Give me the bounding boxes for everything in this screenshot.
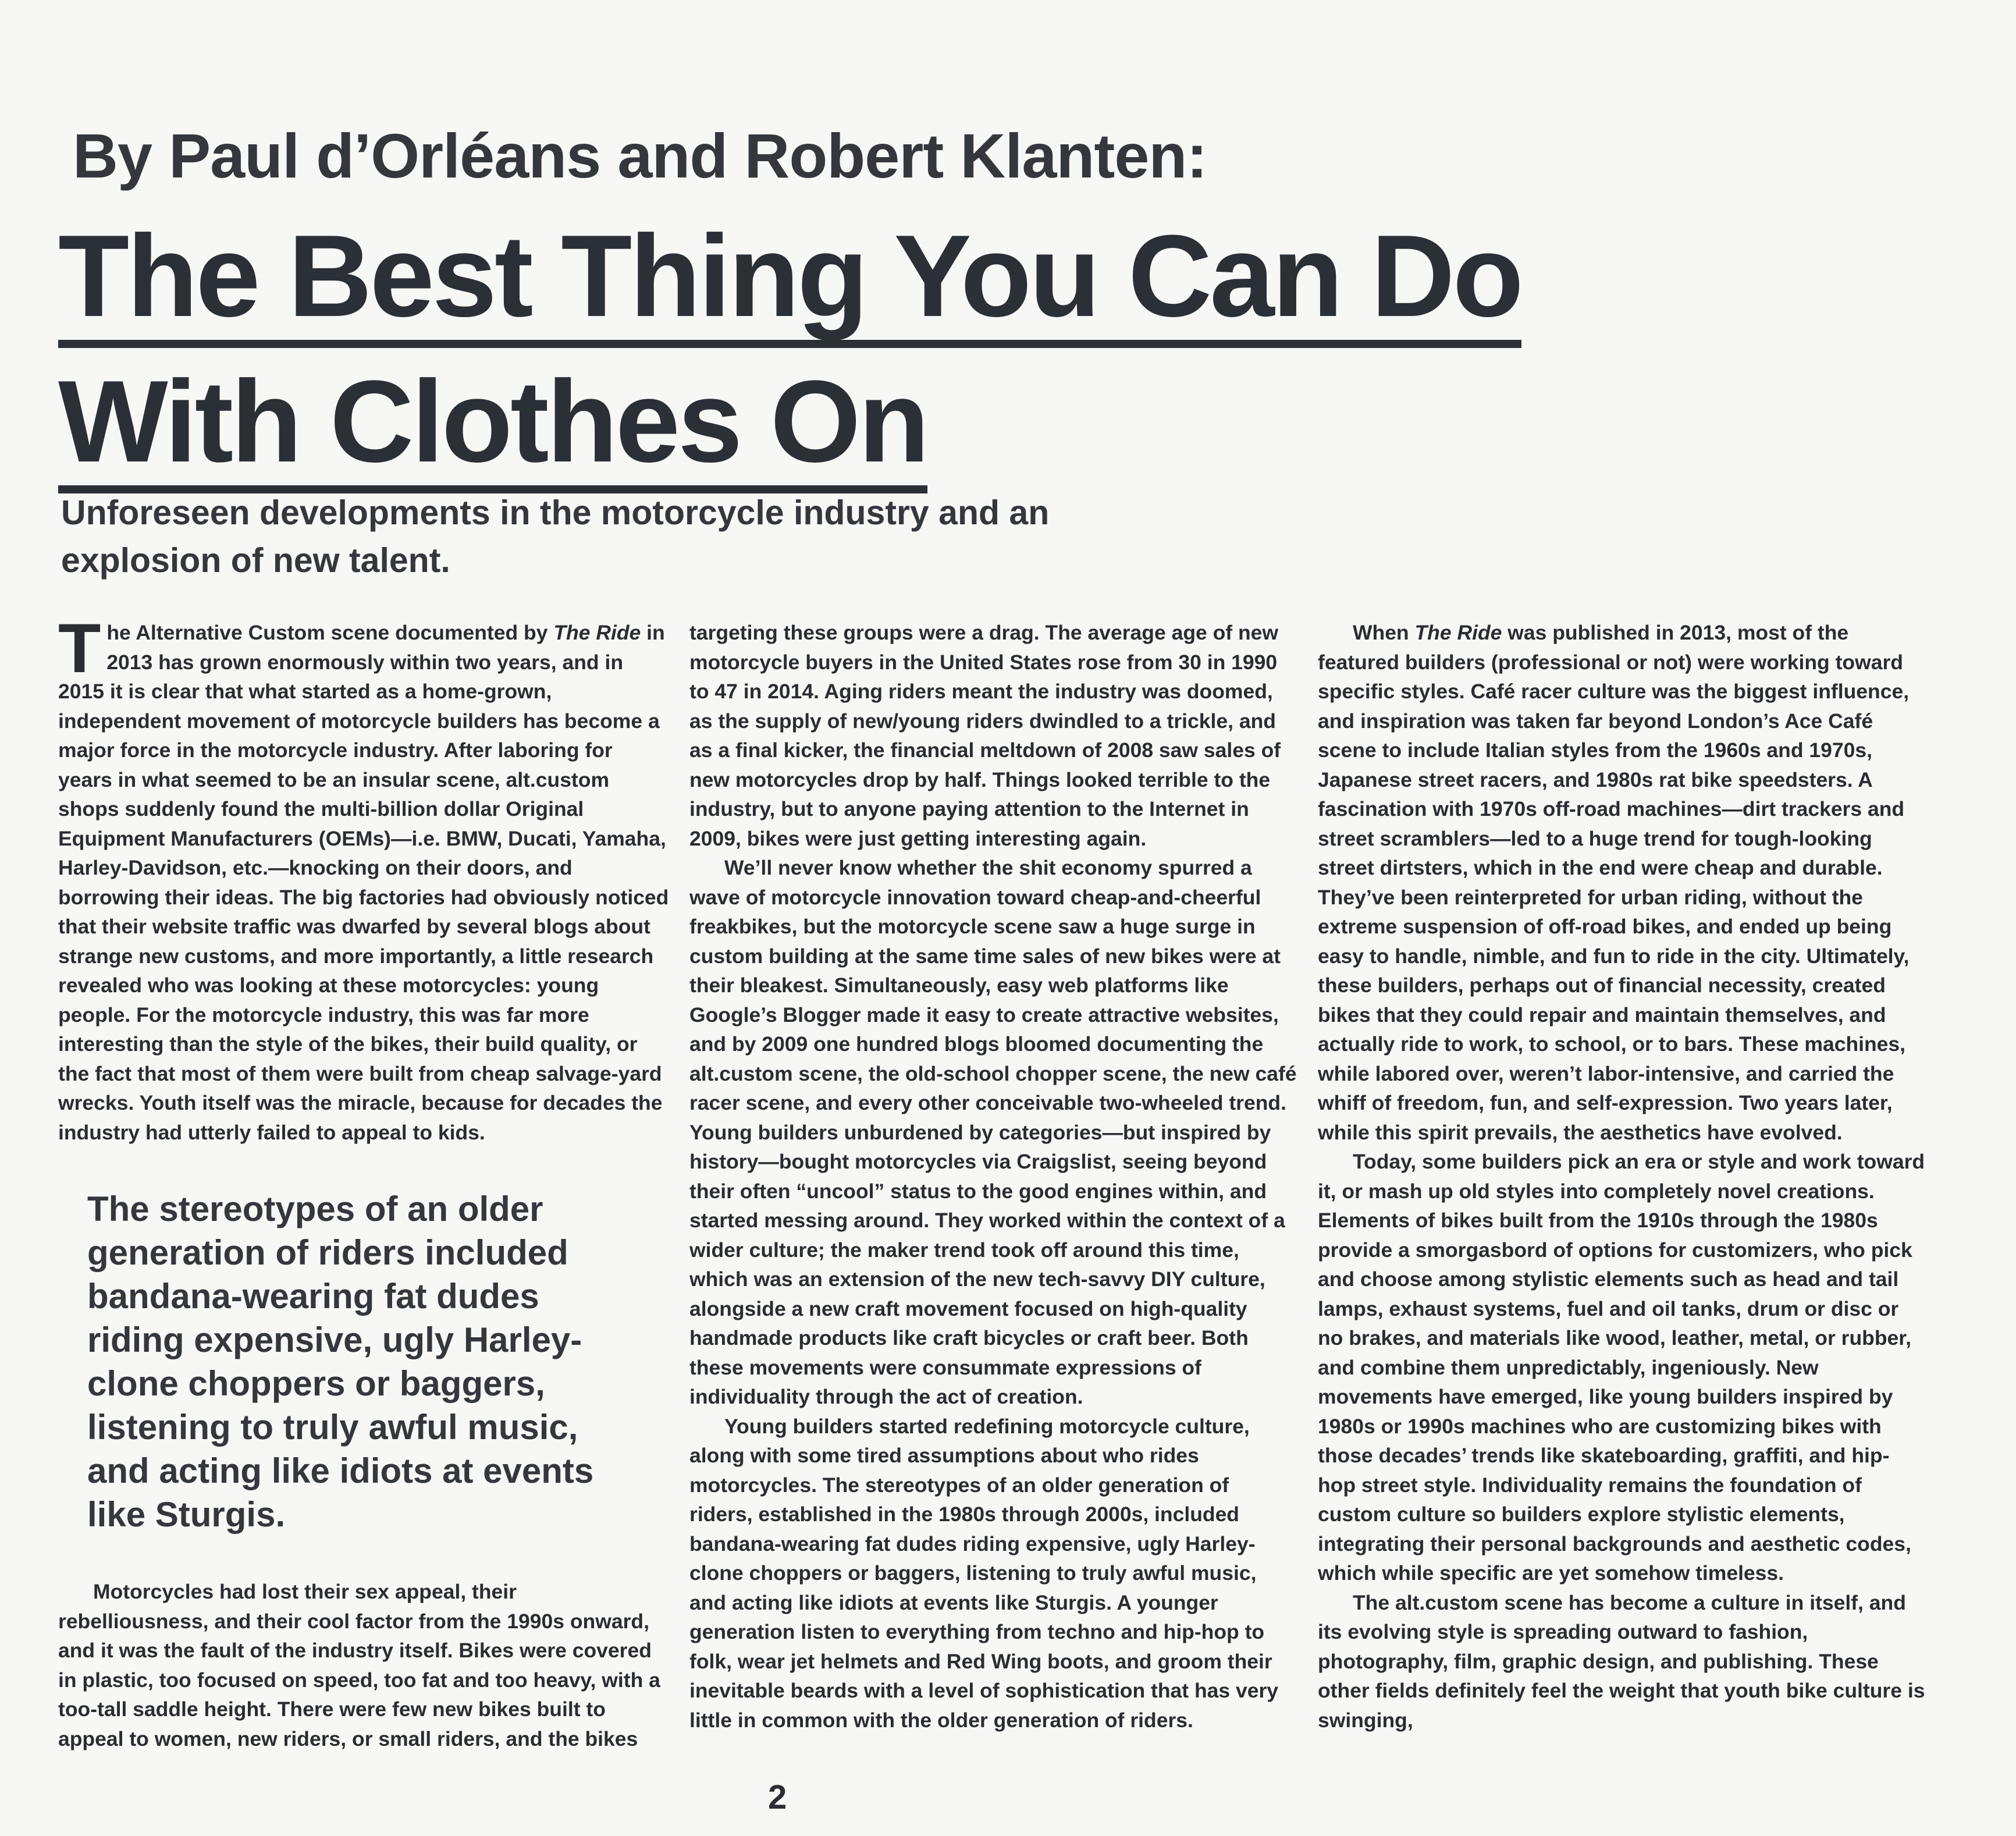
- column-1-lower: [58, 1577, 669, 1753]
- column-3-paragraph-1-lead: When: [1353, 621, 1415, 644]
- title-line-2-text: With Clothes On: [58, 359, 927, 493]
- column-2-paragraph-1: targeting these groups were a drag. The average age of new motorcycle buyers in the United States rose from 30 in 1990 to 47 in 2014. Aging riders meant the industry was doomed, as the supply of new/young riders dwindled to a trickle, and as a final kicker, the financial meltdown of 2008 saw sales of new motorcycles drop by half. Things looked terrible to the industry, but to anyone paying attention to the Internet in 2009, bikes were just getting interesting again.: [689, 621, 1281, 850]
- column-2-paragraph-2: We’ll never know whether the shit economy spurred a wave of motorcycle innovation toward cheap-and-cheerful freakbikes, but the motorcycle scene saw a huge surge in custom building at the same time sales of new bikes were at their bleakest. Simultaneously, easy web platforms like Google’s Blogger made it easy to create attractive websites, and by 2009 one hundred blogs bloomed documenting the alt.custom scene, the old-school chopper scene, the new café racer scene, and every other conceivable two-wheeled trend. Young builders unburdened by categories—but inspired by history—bought motorcycles via Craigslist, seeing beyond their often “uncool” status to the good engines within, and started messing around. They worked within the context of a wider culture; the maker trend took off around this time, which was an extension of the new tech-savvy DIY culture, alongside a new craft movement focused on high-quality handmade products like craft bicycles or craft beer. Both these movements were consummate expressions of individuality through the act of creation.: [689, 856, 1297, 1408]
- byline: By Paul d’Orléans and Robert Klanten:: [73, 120, 1207, 191]
- column-3: [1318, 618, 1926, 1735]
- column-1-paragraph-1-lead: he Alternative Custom scene documented by: [106, 621, 554, 644]
- title-line-1-text: The Best Thing You Can Do: [58, 214, 1521, 348]
- title-line-2: [58, 349, 1536, 495]
- column-1-paragraph-2: Motorcycles had lost their sex appeal, their rebelliousness, and their cool factor from the 1990s onward, and it was the fault of the industry itself. Bikes were covered in plastic, too focused on speed, too fat and too heavy, with a too-tall saddle height. There were few new bikes built to appeal to women, new riders, or small riders, and the bikes: [58, 1580, 660, 1750]
- subtitle: Unforeseen developments in the motorcycle industry and an explosion of new talent.: [61, 493, 1050, 580]
- drop-cap: T: [58, 609, 101, 687]
- article-title: [58, 204, 1536, 495]
- book-title-the-ride-2: The Ride: [1414, 621, 1502, 644]
- title-line-1: [58, 204, 1536, 349]
- column-1: [58, 609, 669, 1147]
- pull-quote: The stereotypes of an older generation of riders included bandana-wearing fat dudes riding expensive, ugly Harley-clone choppers or baggers, listening to truly awful music, and acting like idiots at events like Sturgis.: [87, 1189, 594, 1534]
- column-2: [689, 618, 1297, 1735]
- column-3-paragraph-1-rest: was published in 2013, most of the featured builders (professional or not) were working toward specific styles. Café racer culture was the biggest influence, and inspiration was taken far beyond London’s Ace Café scene to include Italian styles from the 1960s and 1970s, Japanese street racers, and 1980s rat bike speedsters. A fascination with 1970s off-road machines—dirt trackers and street scramblers—led to a huge trend for tough-looking street dirtsters, which in the end were cheap and durable. They’ve been reinterpreted for urban riding, without the extreme suspension of off-road bikes, and ended up being easy to handle, nimble, and fun to ride in the city. Ultimately, these builders, perhaps out of financial necessity, created bikes that they could repair and maintain themselves, and actually ride to work, to school, or to bars. These machines, while labored over, weren’t labor-intensive, and carried the whiff of freedom, fun, and self-expression. Two years later, while this spirit prevails, the aesthetics have evolved.: [1318, 621, 1910, 1144]
- column-1-paragraph-1-rest: in 2013 has grown enormously within two years, and in 2015 it is clear that what started as a home-grown, independent movement of motorcycle builders has become a major force in the motorcycle industry. After laboring for years in what seemed to be an insular scene, alt.custom shops suddenly found the multi-billion dollar Original Equipment Manufacturers (OEMs)—i.e. BMW, Ducati, Yamaha, Harley-Davidson, etc.—knocking on their doors, and borrowing their ideas. The big factories had obviously noticed that their website traffic was dwarfed by several blogs about strange new customs, and more importantly, a little research revealed who was looking at these motorcycles: young people. For the motorcycle industry, this was far more interesting than the style of the bikes, their build quality, or the fact that most of them were built from cheap salvage-yard wrecks. Youth itself was the miracle, because for decades the industry had utterly failed to appeal to kids.: [58, 621, 669, 1144]
- column-1-paragraph-1: [58, 609, 669, 1147]
- column-2-paragraph-3: Young builders started redefining motorcycle culture, along with some tired assumptions about who rides motorcycles. The stereotypes of an older generation of riders, established in the 1980s through 2000s, included bandana-wearing fat dudes riding expensive, ugly Harley-clone choppers or baggers, listening to truly awful music, and acting like idiots at events like Sturgis. A younger generation listen to everything from techno and hip-hop to folk, wear jet helmets and Red Wing boots, and groom their inevitable beards with a level of sophistication that has very little in common with the older generation of riders.: [689, 1414, 1279, 1732]
- column-3-paragraph-2: Today, some builders pick an era or style and work toward it, or mash up old styles into completely novel creations. Elements of bikes built from the 1910s through the 1980s provide a smorgasbord of options for customizers, who pick and choose among stylistic elements such as head and tail lamps, exhaust systems, fuel and oil tanks, drum or disc or no brakes, and materials like wood, leather, metal, or rubber, and combine them unpredictably, ingeniously. New movements have emerged, like young builders inspired by 1980s or 1990s machines who are customizing bikes with those decades’ trends like skateboarding, graffiti, and hip-hop street style. Individuality remains the foundation of custom culture so builders explore stylistic elements, integrating their personal backgrounds and aesthetic codes, which while specific are yet somehow timeless.: [1318, 1150, 1925, 1585]
- book-title-the-ride: The Ride: [553, 621, 641, 644]
- column-3-paragraph-3: The alt.custom scene has become a culture in itself, and its evolving style is spreading outward to fashion, photography, film, graphic design, and publishing. These other fields definitely feel the weight that youth bike culture is swinging,: [1318, 1590, 1925, 1732]
- page-number: 2: [768, 1778, 787, 1816]
- column-3-paragraph-1: [1318, 618, 1926, 1147]
